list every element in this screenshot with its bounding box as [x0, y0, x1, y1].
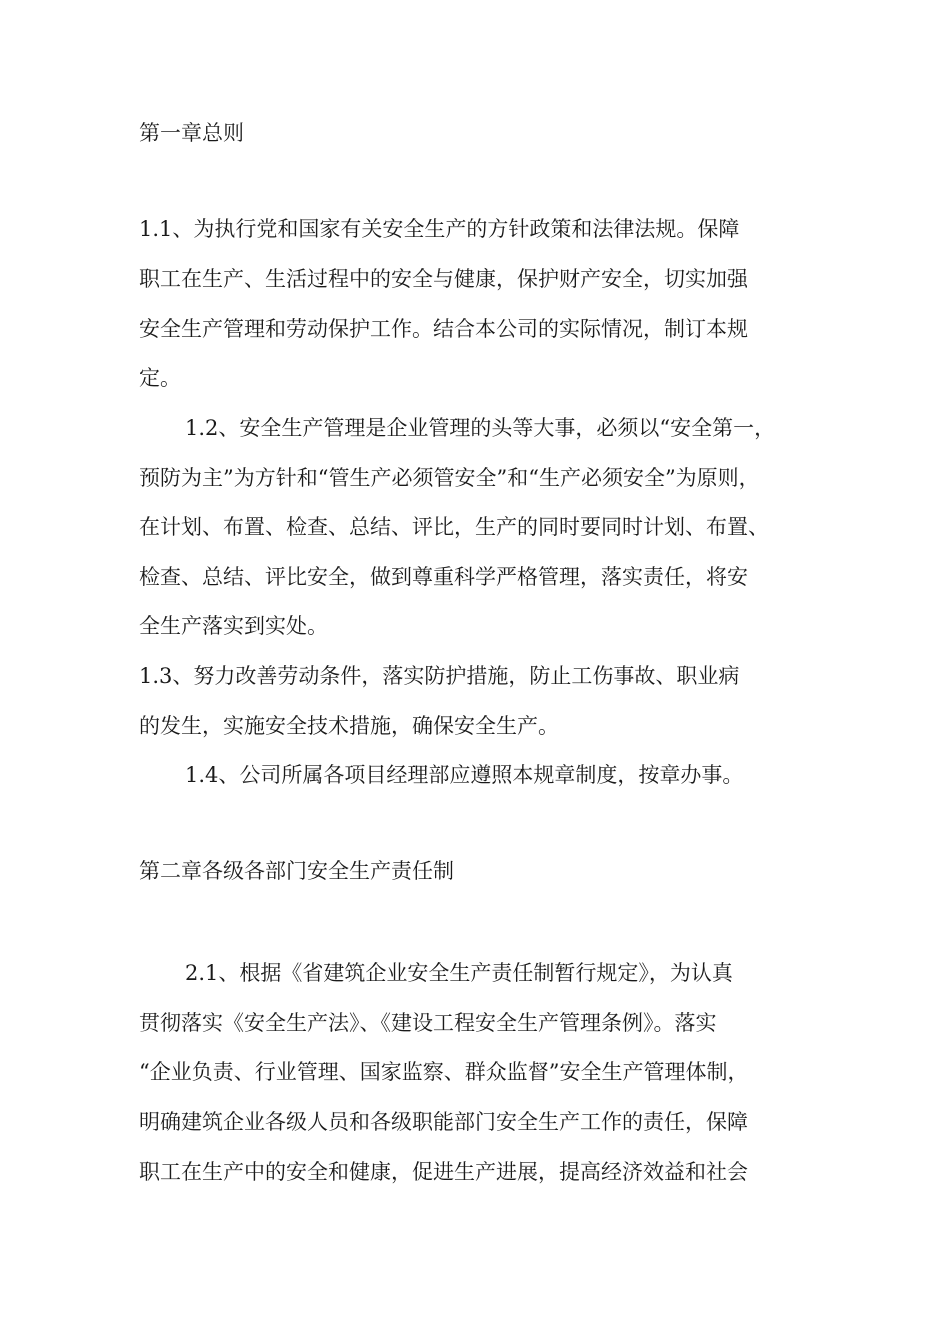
- paragraph-line: 全生产落实到实处。: [139, 614, 328, 638]
- paragraph-line: 安全生产管理和劳动保护工作。结合本公司的实际情况，制订本规: [139, 317, 748, 341]
- paragraph-line: 职工在生产、生活过程中的安全与健康，保护财产安全，切实加强: [139, 267, 748, 291]
- paragraph-line: 1.2、安全生产管理是企业管理的头等大事，必须以“安全第一，: [185, 416, 776, 440]
- paragraph-line: 贯彻落实《安全生产法》、《建设工程安全生产管理条例》。落实: [139, 1011, 717, 1035]
- paragraph-line: 职工在生产中的安全和健康，促进生产进展，提高经济效益和社会: [139, 1160, 748, 1184]
- paragraph-line: 定。: [139, 366, 181, 390]
- paragraph-line: 检查、总结、评比安全，做到尊重科学严格管理，落实责任，将安: [139, 565, 748, 589]
- paragraph-line: 的发生，实施安全技术措施，确保安全生产。: [139, 714, 559, 738]
- paragraph-line: 明确建筑企业各级人员和各级职能部门安全生产工作的责任，保障: [139, 1110, 748, 1134]
- paragraph-line: 1.4、公司所属各项目经理部应遵照本规章制度，按章办事。: [185, 763, 744, 787]
- paragraph-line: 2.1、根据《省建筑企业安全生产责任制暂行规定》，为认真: [185, 961, 733, 985]
- chapter-1-heading: 第一章总则: [139, 121, 244, 145]
- paragraph-line: 1.3、努力改善劳动条件，落实防护措施，防止工伤事故、职业病: [139, 664, 740, 688]
- paragraph-line: 预防为主”为方针和“管生产必须管安全”和“生产必须安全”为原则，: [139, 466, 760, 490]
- paragraph-line: 1.1、为执行党和国家有关安全生产的方针政策和法律法规。保障: [139, 217, 740, 241]
- paragraph-line: “企业负责、行业管理、国家监察、群众监督”安全生产管理体制，: [139, 1060, 749, 1084]
- chapter-2-heading: 第二章各级各部门安全生产责任制: [139, 859, 454, 883]
- paragraph-line: 在计划、布置、检查、总结、评比，生产的同时要同时计划、布置、: [139, 515, 769, 539]
